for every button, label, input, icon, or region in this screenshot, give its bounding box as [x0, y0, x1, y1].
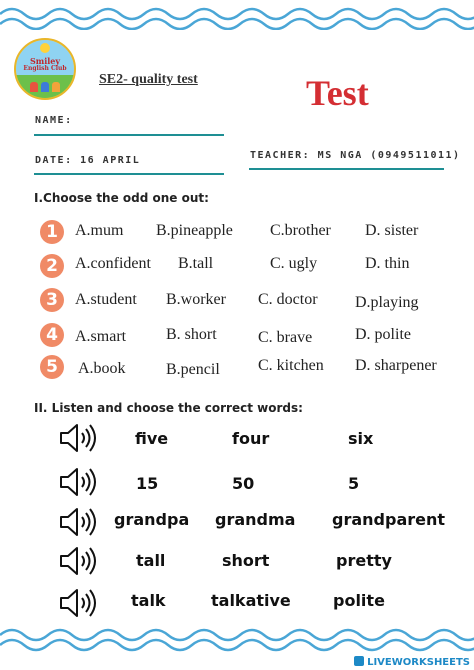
answer-word[interactable]: grandpa [114, 510, 190, 529]
option-b[interactable]: B.pencil [166, 361, 220, 378]
liveworksheets-watermark: LIVEWORKSHEETS [354, 656, 470, 668]
question-number-badge: 2 [40, 254, 64, 278]
answer-word[interactable]: four [232, 429, 270, 448]
question-number-badge: 4 [40, 323, 64, 347]
speaker-icon[interactable] [58, 466, 98, 498]
club-logo [14, 38, 76, 100]
logo-text-line2: English Club [23, 65, 67, 72]
speaker-icon[interactable] [58, 587, 98, 619]
top-wave-border [0, 4, 474, 30]
name-underline [34, 134, 224, 136]
option-b[interactable]: B.worker [166, 291, 226, 308]
date-underline [34, 173, 224, 175]
answer-word[interactable]: six [348, 429, 374, 448]
speaker-icon[interactable] [58, 506, 98, 538]
option-b[interactable]: B. short [166, 326, 217, 343]
answer-word[interactable]: 15 [136, 474, 159, 493]
section2-heading: II. Listen and choose the correct words: [34, 401, 303, 415]
question-number-badge: 1 [40, 220, 64, 244]
option-a[interactable]: A.student [75, 291, 137, 308]
option-d[interactable]: D. polite [355, 326, 411, 343]
answer-word[interactable]: talkative [211, 591, 291, 610]
answer-word[interactable]: short [222, 551, 270, 570]
option-b[interactable]: B.tall [178, 255, 214, 272]
speaker-icon[interactable] [58, 422, 98, 454]
answer-word[interactable]: five [135, 429, 169, 448]
option-a[interactable]: A.confident [75, 255, 151, 272]
bottom-wave-border [0, 627, 474, 653]
teacher-label: TEACHER: MS NGA (0949511011) [250, 150, 461, 161]
question-number-badge: 3 [40, 288, 64, 312]
option-c[interactable]: C. kitchen [258, 357, 324, 374]
page-title: Test [306, 73, 369, 113]
answer-word[interactable]: polite [333, 591, 385, 610]
option-a[interactable]: A.book [78, 360, 126, 377]
option-d[interactable]: D.playing [355, 294, 419, 311]
liveworksheets-logo-icon [354, 656, 364, 666]
option-d[interactable]: D. thin [365, 255, 410, 272]
sun-icon [40, 43, 50, 53]
option-d[interactable]: D. sharpener [355, 357, 437, 374]
option-c[interactable]: C.brother [270, 222, 331, 239]
date-label: DATE: 16 APRIL [35, 155, 141, 166]
answer-word[interactable]: 50 [232, 474, 255, 493]
logo-text-line1: Smiley [29, 56, 61, 66]
teacher-underline [249, 168, 444, 170]
option-c[interactable]: C. doctor [258, 291, 318, 308]
answer-word[interactable]: grandparent [332, 510, 446, 529]
name-label: NAME: [35, 115, 73, 126]
option-d[interactable]: D. sister [365, 222, 419, 239]
option-c[interactable]: C. ugly [270, 255, 318, 272]
question-number-badge: 5 [40, 355, 64, 379]
option-c[interactable]: C. brave [258, 329, 313, 346]
section1-heading: I.Choose the odd one out: [34, 191, 209, 205]
option-a[interactable]: A.smart [75, 328, 127, 345]
answer-word[interactable]: tall [136, 551, 166, 570]
answer-word[interactable]: talk [131, 591, 166, 610]
answer-word[interactable]: grandma [215, 510, 296, 529]
speaker-icon[interactable] [58, 545, 98, 577]
option-a[interactable]: A.mum [75, 222, 124, 239]
worksheet-subtitle: SE2- quality test [99, 72, 198, 87]
option-b[interactable]: B.pineapple [156, 222, 233, 239]
answer-word[interactable]: pretty [336, 551, 392, 570]
answer-word[interactable]: 5 [348, 474, 360, 493]
